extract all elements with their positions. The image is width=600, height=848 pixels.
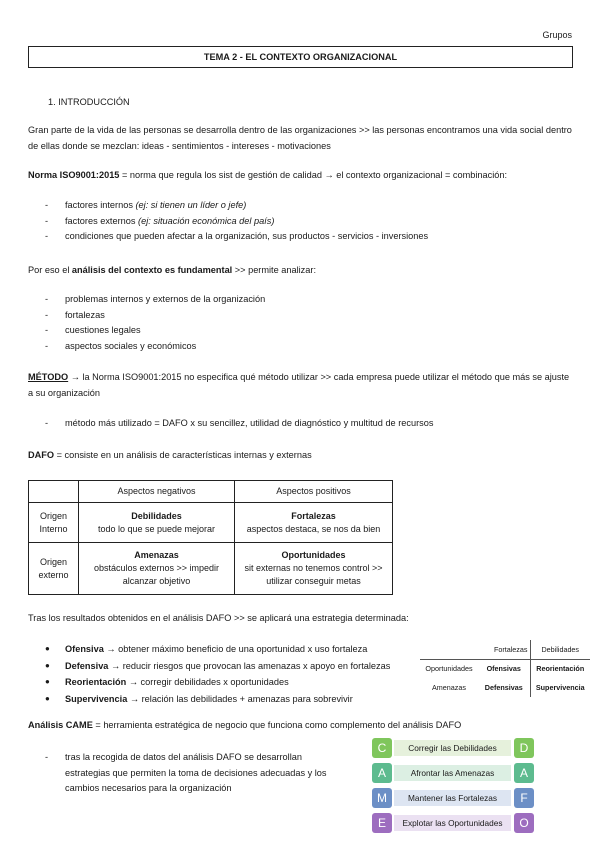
strategy-item: ● Defensiva → reducir riesgos que provocan las amenazas x apoyo en fortalezas [45,658,445,675]
came-letter-left: E [372,813,392,833]
norma-text: = norma que regula los sist de gestión de calidad → el contexto organizacional = combinación: [119,170,508,180]
row-label: Origen Interno [29,503,79,543]
section-heading: 1. INTRODUCCIÓN [48,97,130,107]
came-letter-left: M [372,788,392,808]
came-row [372,738,542,758]
matrix-cell: Reorientación [536,664,585,674]
tras-paragraph: Tras los resultados obtenidos en el análisis DAFO >> se aplicará una estrategia determinada: [28,613,409,623]
header-group: Grupos [542,30,572,40]
list-item: - condiciones que pueden afectar a la organización, sus productos - servicios - inversiones [45,229,565,245]
table-cell: Amenazas obstáculos externos >> impedir alcanzar objetivo [79,543,235,595]
analisis-paragraph: Por eso el análisis del contexto es fundamental >> permite analizar: [28,265,317,275]
table-cell: Debilidades todo lo que se puede mejorar [79,503,235,543]
came-label: Explotar las Oportunidades [394,815,511,831]
norma-label: Norma ISO9001:2015 [28,170,120,180]
came-label: Mantener las Fortalezas [394,790,511,806]
came-diagram [372,738,542,838]
dafo-table [28,480,393,595]
metodo-paragraph: MÉTODO → la Norma ISO9001:2015 no especifica qué método utilizar >> cada empresa puede utilizar el método que más se ajuste a su organización [28,372,570,398]
came-label: Corregir las Debilidades [394,740,511,756]
came-letter-right: O [514,813,534,833]
page-title: TEMA 2 - EL CONTEXTO ORGANIZACIONAL [28,46,573,68]
list-item: - factores internos (ej: si tienen un líder o jefe) [45,198,565,214]
table-header: Aspectos positivos [235,481,393,503]
matrix-row-label: Amenazas [432,683,466,692]
came-letter-right: A [514,763,534,783]
came-list [45,750,335,797]
came-row [372,813,542,833]
list-item: - aspectos sociales y económicos [45,339,565,355]
analisis-list [45,292,565,354]
row-label: Origen externo [29,543,79,595]
list-item: - fortalezas [45,308,565,324]
came-letter-right: F [514,788,534,808]
list-item: - problemas internos y externos de la organización [45,292,565,308]
came-letter-left: C [372,738,392,758]
list-item: - cuestiones legales [45,323,565,339]
strategy-item: ● Ofensiva → obtener máximo beneficio de una oportunidad x uso fortaleza [45,641,445,658]
table-cell: Fortalezas aspectos destaca, se nos da bien [235,503,393,543]
table-header: Aspectos negativos [79,481,235,503]
norma-list [45,198,565,245]
metodo-label: MÉTODO [28,372,69,382]
list-item: - factores externos (ej: situación económica del país) [45,214,565,230]
came-row [372,763,542,783]
matrix-cell: Defensivas [478,678,530,697]
came-letter-left: A [372,763,392,783]
intro-paragraph: Gran parte de la vida de las personas se desarrolla dentro de las organizaciones >> las personas encontramos una vida social dentro de ellas donde se mezclan: ideas - sentimientos - intereses - motivaciones [28,125,572,151]
list-item: - método más utilizado = DAFO x su sencillez, utilidad de diagnóstico y multitud de recursos [45,416,565,432]
matrix-cell: Supervivencia [535,683,585,692]
strategy-item: ● Supervivencia → relación las debilidades + amenazas para sobrevivir [45,691,445,708]
matrix-cell: Ofensivas [478,659,530,678]
strategy-matrix [420,640,590,697]
came-definition: Análisis CAME = herramienta estratégica de negocio que funciona como complemento del análisis DAFO [28,720,462,730]
came-label: Afrontar las Amenazas [394,765,511,781]
table-corner [29,481,79,503]
came-letter-right: D [514,738,534,758]
dafo-definition: DAFO = consiste en un análisis de características internas y externas [28,450,312,460]
metodo-list [45,416,565,432]
norma-paragraph [28,167,576,183]
matrix-row-label: Oportunidades [425,664,473,674]
table-cell: Oportunidades sit externas no tenemos control >> utilizar conseguir metas [235,543,393,595]
matrix-corner [420,640,478,659]
list-item: - tras la recogida de datos del análisis DAFO se desarrollan estrategias que permiten la toma de decisiones adecuadas y los cambios necesarios para la organización [45,750,335,797]
strategy-item: ● Reorientación → corregir debilidades x oportunidades [45,674,445,691]
matrix-header: Fortalezas [478,640,530,659]
came-row [372,788,542,808]
matrix-header: Debilidades [541,644,580,654]
strategy-list [45,641,445,707]
